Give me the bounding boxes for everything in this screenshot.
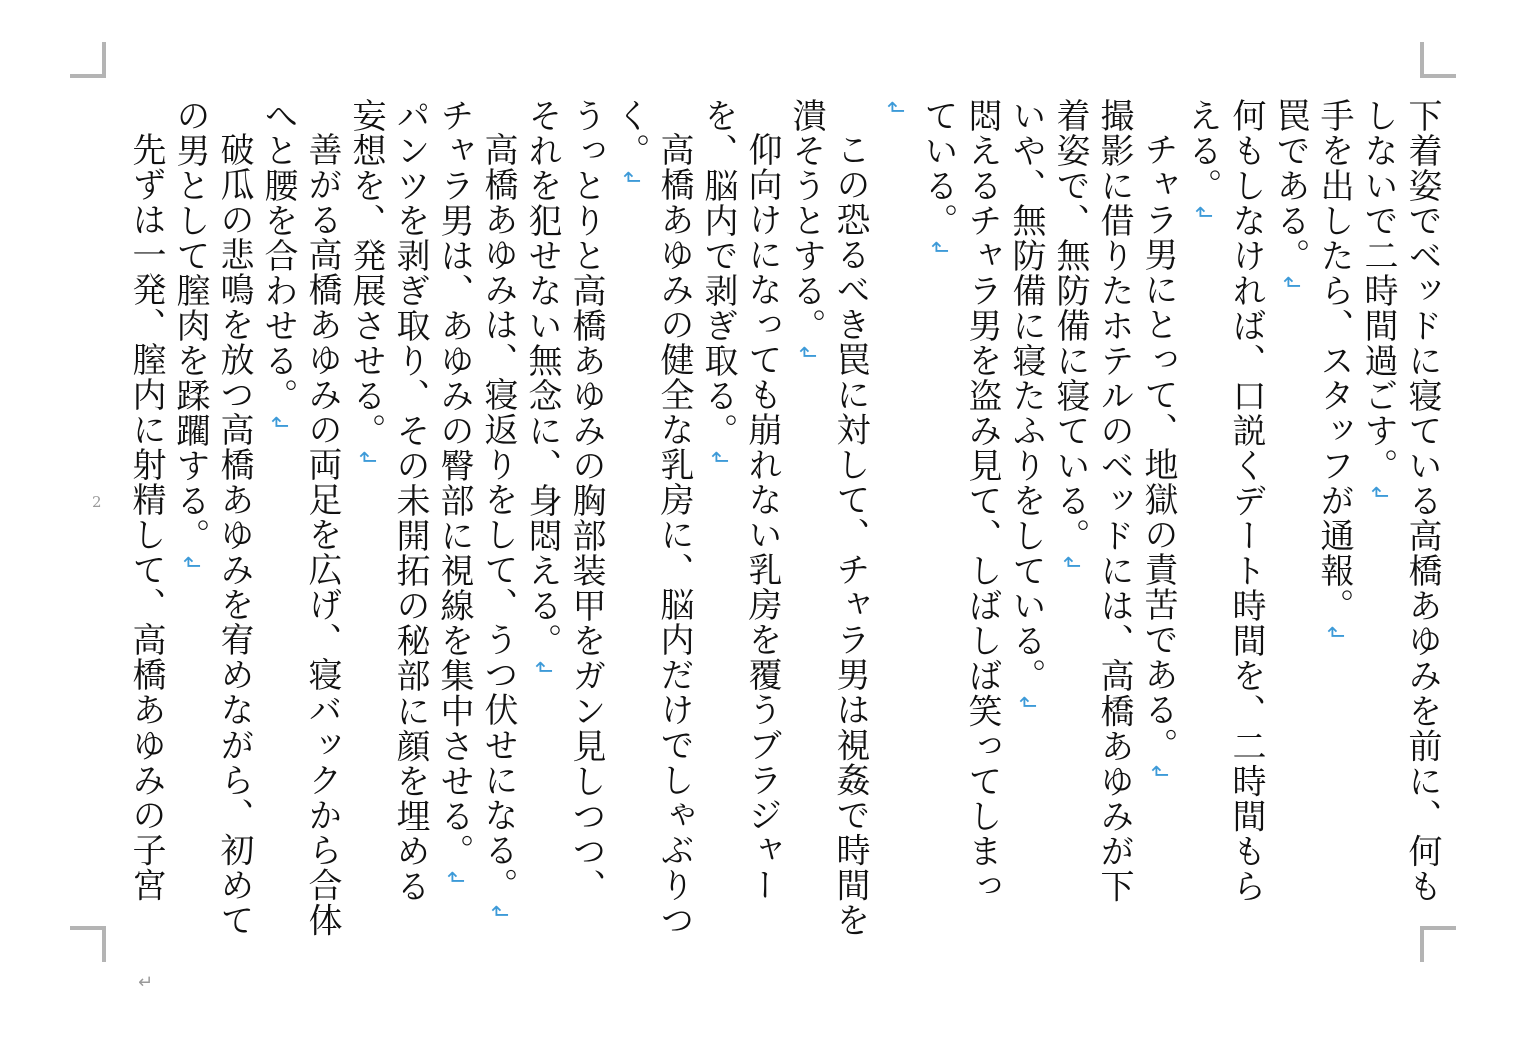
page-number: 2 [92,493,102,511]
paragraph-text: うっとりと高橋あゆみの胸部装甲をガン見しつつ、それを犯せない無念に、身悶える。 [522,98,606,904]
paragraph-text: 高橋あゆみは、寝返りをして、うつ伏せになる。 [478,132,518,903]
paragraph-mark-icon: ↲ [794,343,819,363]
paragraph [696,98,784,938]
paragraph-text: 高橋あゆみの健全な乳房に、脳内だけでしゃぶりつく。 [610,98,694,938]
paragraph [432,98,476,938]
paragraph [1268,98,1312,938]
paragraph-mark-icon: ↲ [926,238,951,258]
paragraph [916,98,1004,938]
paragraph [1180,98,1268,938]
corner-crop-mark-top-left [70,42,106,78]
paragraph [1312,98,1356,938]
paragraph-mark-icon: ↲ [178,553,203,573]
paragraph-text: チャラ男は、あゆみの臀部に視線を集中させる。 [434,98,474,869]
paragraph-mark-icon: ↲ [882,98,907,118]
paragraph-mark-icon: ↲ [1146,762,1171,782]
paragraph-mark-icon: ↲ [1014,693,1039,713]
paragraph-text: 何もしなければ、口説くデート時間を、二時間もらえる。 [1182,98,1266,904]
paragraph [784,98,872,938]
paragraph-mark-icon: ↲ [1322,623,1347,643]
paragraph [1004,98,1048,938]
paragraph [1048,98,1136,938]
paragraph-mark-icon: ↲ [530,658,555,678]
paragraph-text: パンツを剥ぎ取り、その未開拓の秘部に顔を埋める妄想を、発展させる。 [346,98,430,904]
paragraph-text: この恐るべき罠に対して、チャラ男は視姦で時間を潰そうとする。 [786,98,870,938]
paragraph [872,98,916,938]
paragraph [124,98,168,938]
paragraph-text: いや、無防備に寝たふりをしている。 [1006,98,1046,694]
corner-crop-mark-top-right [1420,42,1456,78]
paragraph [608,98,696,938]
paragraph-text: 仰向けになっても崩れない乳房を覆うブラジャーを、脳内で剥ぎ取る。 [698,98,782,903]
paragraph-text: 先ずは一発、膣内に射精して、高橋あゆみの子宮 [126,132,166,903]
paragraph-mark-icon: ↲ [1190,203,1215,223]
paragraph [168,98,256,938]
paragraph-text: 手を出したら、スタッフが通報。 [1314,98,1354,624]
paragraph-text: 悶えるチャラ男を盗み見て、しばしば笑ってしまっている。 [918,98,1002,904]
paragraph-text: 破瓜の悲鳴を放つ高橋あゆみを宥めながら、初めての男として膣肉を蹂躙する。 [170,98,254,938]
paragraph [1356,98,1444,938]
paragraph-mark-icon: ↲ [618,168,643,188]
paragraph-mark-icon: ↲ [1058,553,1083,573]
vertical-text-body[interactable] [96,98,1444,938]
paragraph-mark-icon: ↲ [1278,273,1303,293]
paragraph [256,98,344,938]
paragraph-mark-icon: ↲ [706,448,731,468]
paragraph [344,98,432,938]
paragraph-text: 善がる高橋あゆみの両足を広げ、寝バックから合体へと腰を合わせる。 [258,98,342,938]
paragraph-text: 撮影に借りたホテルのベッドには、高橋あゆみが下着姿で、無防備に寝ている。 [1050,98,1134,904]
paragraph-text: 下着姿でベッドに寝ている高橋あゆみを前に、何もしないで二時間過ごす。 [1358,98,1442,904]
paragraph-text: チャラ男にとって、地獄の責苦である。 [1138,132,1178,763]
paragraph-mark-icon: ↲ [266,413,291,433]
paragraph-mark-icon: ↲ [1366,483,1391,503]
end-of-document-mark: ↵ [138,972,154,993]
paragraph [476,98,520,938]
paragraph-text: 罠である。 [1270,98,1310,274]
paragraph [520,98,608,938]
paragraph-mark-icon: ↲ [442,868,467,888]
paragraph [1136,98,1180,938]
paragraph-mark-icon: ↲ [486,902,511,922]
paragraph-mark-icon: ↲ [354,448,379,468]
